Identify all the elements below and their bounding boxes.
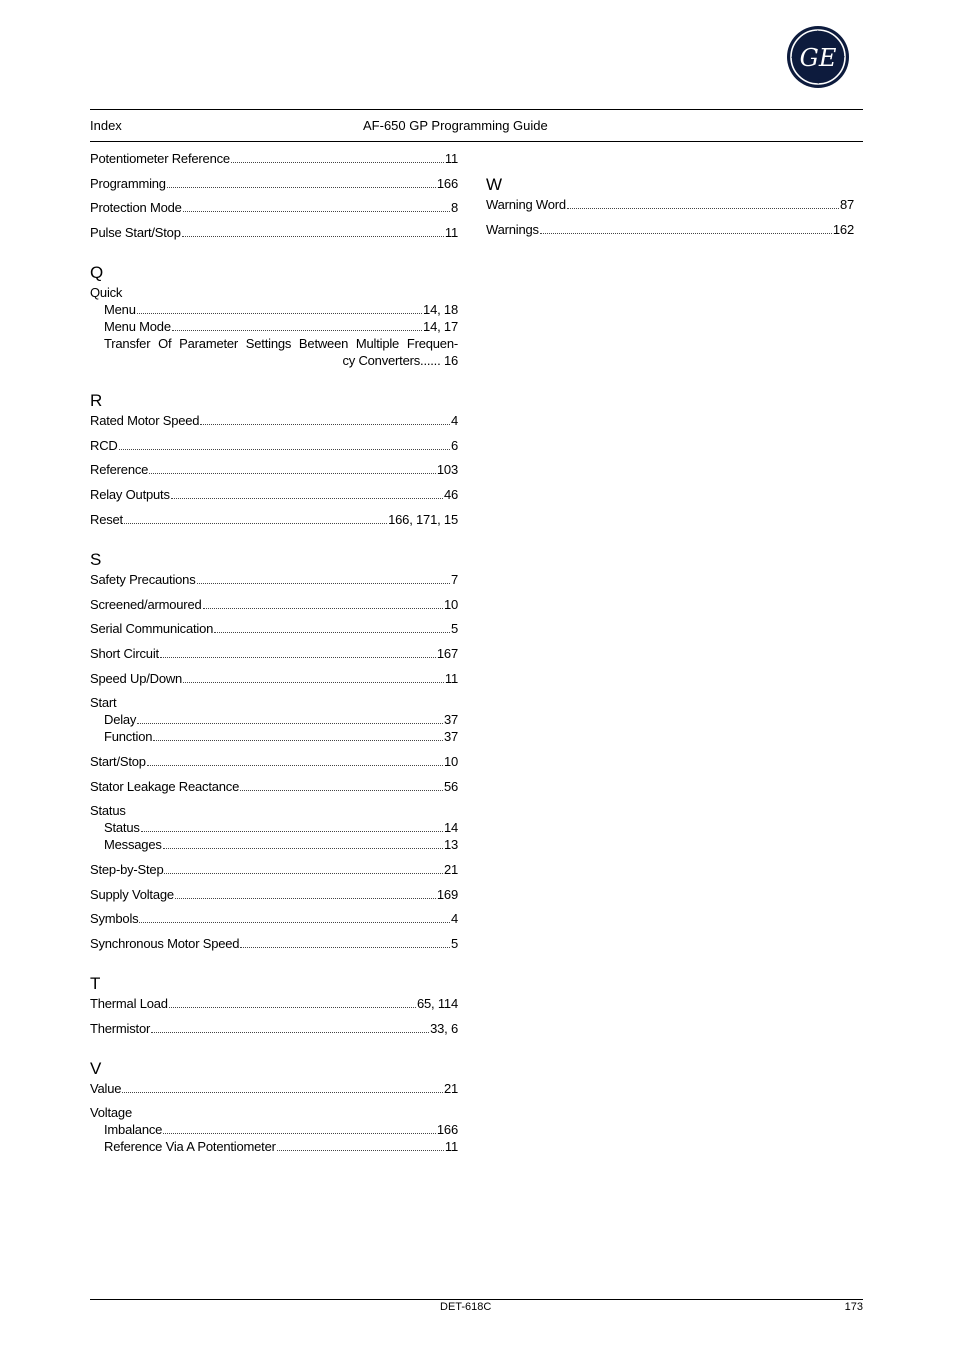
index-pages: 7	[450, 571, 458, 587]
index-entry	[90, 224, 458, 241]
index-pages: 14, 18	[423, 302, 458, 318]
leader-dots	[141, 831, 443, 832]
index-term: Serial Communication	[90, 621, 214, 637]
index-pages: 166, 171, 15	[388, 511, 458, 527]
index-entry	[90, 861, 458, 878]
index-subterm: Imbalance	[104, 1122, 163, 1138]
leader-dots	[163, 848, 443, 849]
index-term: Screened/armoured	[90, 596, 202, 612]
index-entry	[90, 461, 458, 478]
index-subterm-line-end	[104, 352, 458, 369]
index-entry	[90, 620, 458, 637]
leader-dots	[147, 765, 443, 766]
leader-dots	[182, 236, 444, 237]
index-entry	[90, 670, 458, 687]
index-subentry	[90, 711, 458, 728]
index-subterm: Delay	[104, 712, 137, 728]
index-term: Pulse Start/Stop	[90, 225, 181, 241]
index-entry	[486, 221, 854, 238]
index-entry-group	[90, 284, 458, 369]
section-letter: R	[90, 391, 103, 411]
index-pages: 46	[443, 487, 458, 503]
ge-logo	[786, 25, 850, 89]
index-pages: 8	[450, 200, 458, 216]
leader-dots	[197, 583, 450, 584]
index-entry	[90, 1020, 458, 1037]
leader-dots	[119, 449, 450, 450]
index-subentry	[90, 1121, 458, 1138]
index-term: Warning Word	[486, 197, 566, 212]
index-term: Programming	[90, 175, 166, 191]
leader-dots	[163, 1133, 436, 1134]
index-term: Synchronous Motor Speed	[90, 936, 240, 952]
leader-dots	[231, 162, 444, 163]
leader-dots	[151, 1032, 429, 1033]
index-entry	[90, 437, 458, 454]
index-term: Protection Mode	[90, 200, 182, 216]
leader-dots	[240, 790, 443, 791]
index-entry	[90, 412, 458, 429]
leader-dots	[540, 233, 832, 234]
index-term: Relay Outputs	[90, 487, 170, 503]
index-term: Value	[90, 1080, 122, 1096]
index-pages: 13	[443, 837, 458, 853]
index-term: Step-by-Step	[90, 862, 164, 877]
index-entry-group	[90, 1104, 458, 1155]
index-subentry	[90, 318, 458, 335]
index-pages: 11	[444, 151, 458, 166]
index-pages: 10	[443, 753, 458, 769]
index-pages: 6	[450, 437, 458, 453]
index-term: Symbols	[90, 911, 139, 927]
index-entry	[90, 645, 458, 662]
index-subterm: Menu Mode	[104, 319, 171, 335]
leader-dots	[153, 740, 443, 741]
index-entry-group	[90, 802, 458, 853]
index-entry	[90, 910, 458, 927]
index-pages: 169	[436, 886, 458, 902]
index-entry	[90, 1080, 458, 1097]
index-subentry	[90, 1138, 458, 1155]
leader-dots	[160, 657, 436, 658]
leader-dots	[149, 473, 436, 474]
section-letter: W	[486, 175, 502, 194]
index-subterm: Reference Via A Potentiometer	[104, 1139, 276, 1155]
index-pages: 33, 6	[430, 1020, 458, 1036]
index-subentry	[90, 335, 458, 369]
index-pages: 103	[436, 462, 458, 478]
index-pages: 11	[444, 670, 458, 686]
leader-dots	[171, 498, 443, 499]
section-letter: S	[90, 549, 102, 569]
header-title: AF-650 GP Programming Guide	[363, 118, 548, 133]
index-entry	[90, 935, 458, 952]
leader-dots	[137, 313, 422, 314]
index-pages: 56	[443, 778, 458, 794]
index-pages: 37	[443, 712, 458, 728]
index-entry-group	[90, 694, 458, 745]
index-pages: 4	[450, 911, 458, 927]
index-pages: 11	[444, 1139, 458, 1155]
index-subterm: cy Converters	[342, 353, 421, 369]
index-pages: 14, 17	[423, 319, 458, 335]
index-term: Warnings	[486, 221, 539, 237]
index-term: Status	[90, 803, 126, 819]
leader-dots	[240, 947, 450, 948]
index-term: Supply Voltage	[90, 886, 174, 902]
index-term: Reset	[90, 511, 123, 527]
leader-dots	[183, 682, 444, 683]
index-term: Potentiometer Reference	[90, 151, 230, 166]
index-entry	[90, 486, 458, 503]
index-pages: 167	[436, 645, 458, 661]
index-entry	[90, 150, 458, 167]
index-entry	[90, 596, 458, 613]
index-entry	[90, 753, 458, 770]
leader-dots	[567, 208, 839, 209]
leader-dots	[200, 424, 450, 425]
leader-dots	[164, 873, 442, 874]
index-term: Start/Stop	[90, 753, 146, 769]
index-pages: 11	[444, 225, 458, 241]
index-entry	[90, 995, 458, 1012]
header-bottom-rule	[90, 141, 863, 142]
index-pages: 87	[839, 197, 854, 212]
index-pages: 37	[443, 729, 458, 745]
index-term: Safety Precautions	[90, 571, 196, 587]
index-entry	[90, 511, 458, 528]
footer-doc-code: DET-618C	[440, 1301, 492, 1313]
index-entry	[90, 778, 458, 795]
index-entry	[90, 571, 458, 588]
index-subentry	[90, 836, 458, 853]
index-term: Quick	[90, 285, 123, 301]
leader-dots	[169, 1007, 416, 1008]
header-section: Index	[90, 118, 122, 133]
index-entry	[90, 199, 458, 216]
section-letter: T	[90, 974, 101, 994]
index-pages: 16	[443, 353, 458, 369]
index-subentry	[90, 301, 458, 318]
index-pages: 4	[450, 413, 458, 429]
index-pages: 166	[436, 175, 458, 191]
index-pages: 166	[436, 1122, 458, 1138]
index-subterm-line: Transfer Of Parameter Settings Between Multiple Frequen-	[104, 336, 458, 352]
index-column-left	[90, 150, 458, 1163]
index-subentry	[90, 728, 458, 745]
index-term: Reference	[90, 462, 149, 478]
index-term: Thermistor	[90, 1020, 151, 1036]
index-term: Speed Up/Down	[90, 670, 183, 686]
index-term: Stator Leakage Reactance	[90, 778, 240, 794]
index-entry	[90, 886, 458, 903]
leader-dots	[122, 1092, 443, 1093]
index-pages: 14	[443, 820, 458, 836]
index-entry	[486, 196, 854, 213]
ge-logo-text: GE	[799, 44, 837, 72]
leader-dots	[277, 1150, 444, 1151]
index-column-right	[486, 175, 854, 245]
section-letter: V	[90, 1058, 102, 1078]
leader-dots	[124, 523, 387, 524]
index-pages: 21	[443, 1080, 458, 1096]
leader-dots	[203, 608, 443, 609]
footer-rule	[90, 1299, 863, 1300]
index-subentry	[90, 819, 458, 836]
leader-dots: ......	[420, 353, 441, 369]
leader-dots	[175, 898, 436, 899]
leader-dots	[167, 187, 436, 188]
index-term: RCD	[90, 437, 118, 453]
index-subterm: Status	[104, 820, 140, 836]
index-pages: 10	[443, 596, 458, 612]
index-term: Rated Motor Speed	[90, 413, 200, 429]
leader-dots	[137, 723, 443, 724]
leader-dots	[139, 922, 450, 923]
index-pages: 5	[450, 936, 458, 952]
index-entry	[90, 175, 458, 192]
leader-dots	[183, 211, 450, 212]
index-term: Start	[90, 695, 117, 711]
index-pages: 21	[443, 862, 458, 877]
index-term: Voltage	[90, 1105, 132, 1121]
footer-page-number: 173	[844, 1301, 863, 1313]
index-subterm: Messages	[104, 837, 162, 853]
index-term: Short Circuit	[90, 645, 159, 661]
section-letter: Q	[90, 263, 104, 283]
header-top-rule	[90, 109, 863, 110]
index-pages: 162	[832, 221, 854, 237]
leader-dots	[214, 632, 450, 633]
index-pages: 5	[450, 621, 458, 637]
index-subterm: Menu	[104, 302, 136, 318]
index-subterm: Function	[104, 729, 153, 745]
index-term: Thermal Load	[90, 996, 168, 1012]
index-pages: 65, 114	[416, 996, 458, 1012]
leader-dots	[172, 330, 422, 331]
